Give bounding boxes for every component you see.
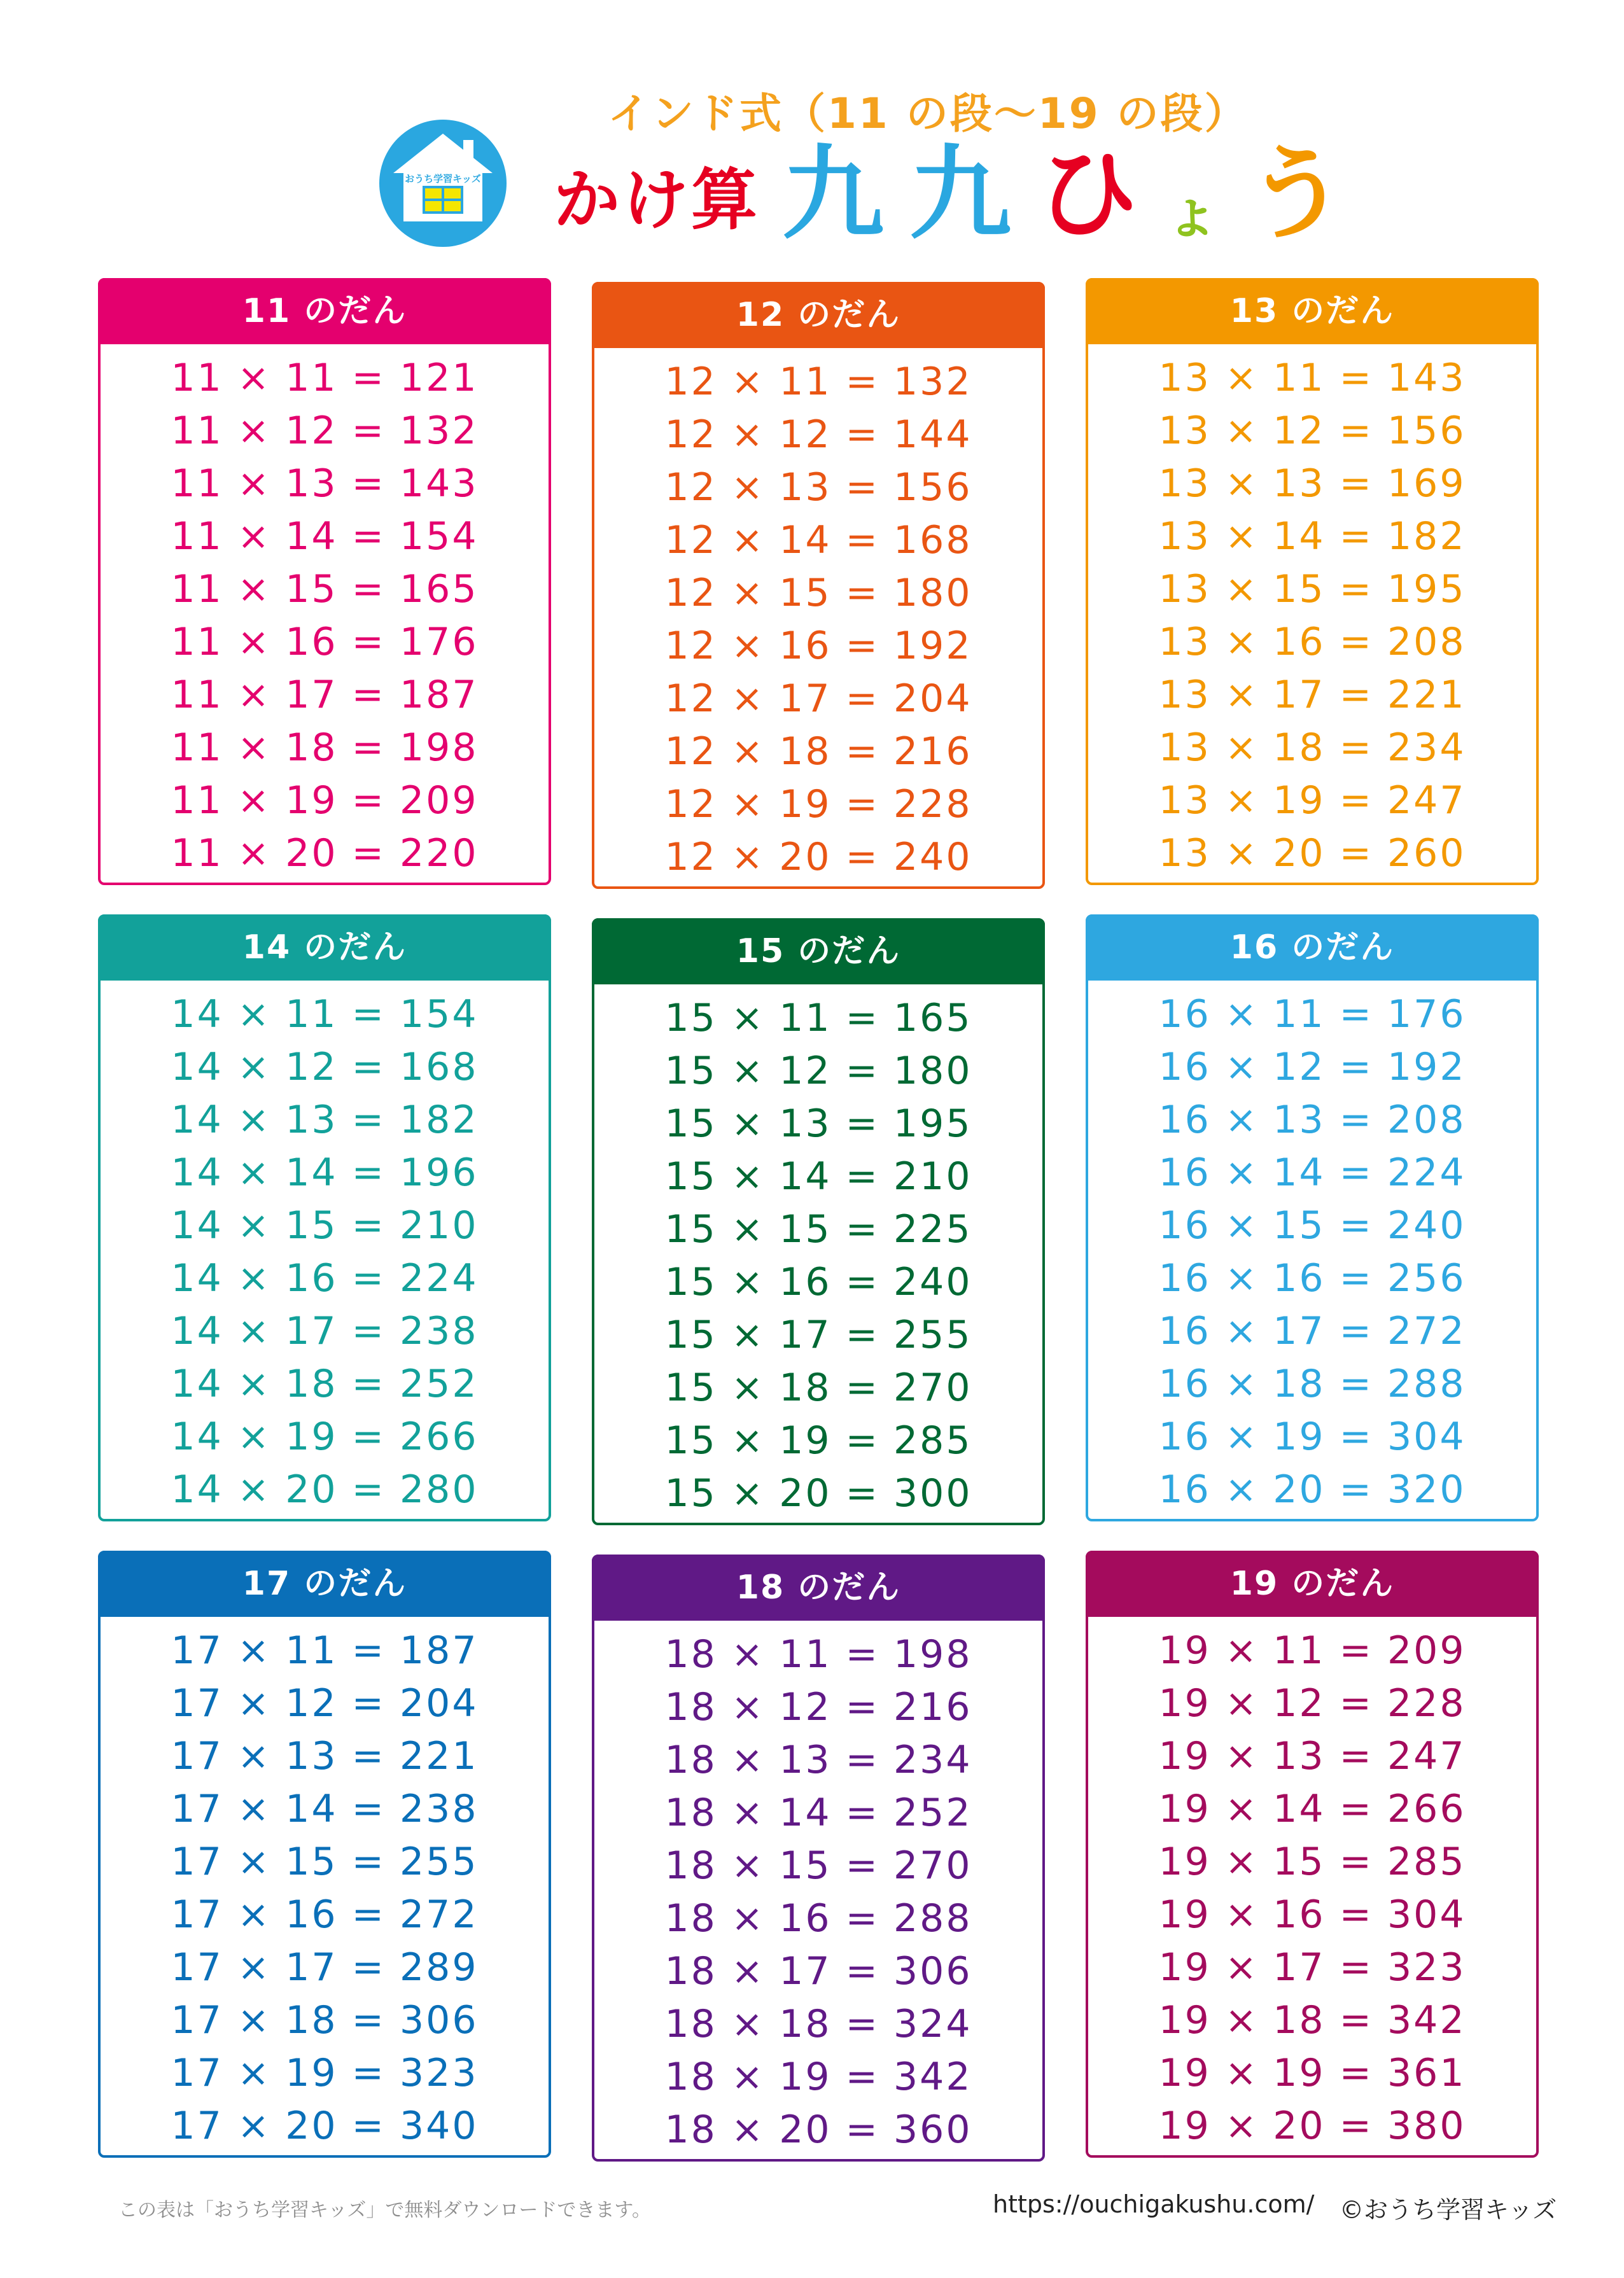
equation-row: 16 × 11 = 176 (1158, 992, 1466, 1037)
table-header: 13 のだん (1086, 278, 1539, 344)
title-char: 九 (782, 134, 885, 253)
equation-row: 13 × 17 = 221 (1158, 673, 1466, 717)
equation-row: 11 × 11 = 121 (171, 356, 479, 400)
table-rows (594, 1628, 1042, 2156)
equation-row: 15 × 16 = 240 (664, 1260, 972, 1304)
title-colored-chars (782, 134, 1373, 253)
equation-row: 19 × 12 = 228 (1158, 1681, 1466, 1726)
equation-row: 18 × 14 = 252 (664, 1791, 972, 1835)
equation-row: 18 × 17 = 306 (664, 1949, 972, 1994)
equation-row: 13 × 18 = 234 (1158, 725, 1466, 770)
equation-row: 17 × 13 = 221 (171, 1734, 479, 1778)
equation-row: 14 × 14 = 196 (171, 1150, 479, 1195)
equation-row: 13 × 15 = 195 (1158, 567, 1466, 611)
times-table-card (592, 918, 1045, 1525)
times-table-card (1086, 914, 1539, 1521)
times-table-card (98, 278, 551, 885)
times-table-card (98, 1551, 551, 2158)
equation-row: 14 × 15 = 210 (171, 1203, 479, 1248)
footer-url[interactable]: https://ouchigakushu.com/ (993, 2190, 1315, 2218)
equation-row: 13 × 12 = 156 (1158, 409, 1466, 453)
equation-row: 11 × 18 = 198 (171, 725, 479, 770)
equation-row: 18 × 18 = 324 (664, 2002, 972, 2046)
equation-row: 13 × 20 = 260 (1158, 831, 1466, 876)
equation-row: 14 × 17 = 238 (171, 1309, 479, 1353)
table-header: 12 のだん (592, 282, 1045, 348)
equation-row: 16 × 13 = 208 (1158, 1098, 1466, 1142)
equation-row: 15 × 14 = 210 (664, 1154, 972, 1199)
equation-row: 13 × 19 = 247 (1158, 778, 1466, 823)
title-char: う (1245, 134, 1348, 253)
times-table-card (592, 282, 1045, 889)
equation-row: 19 × 20 = 380 (1158, 2104, 1466, 2148)
table-rows (594, 356, 1042, 884)
equation-row: 15 × 11 = 165 (664, 996, 972, 1040)
logo-text: おうち学習キッズ (405, 173, 481, 185)
equation-row: 11 × 17 = 187 (171, 673, 479, 717)
equation-row: 14 × 12 = 168 (171, 1045, 479, 1089)
table-header: 11 のだん (98, 278, 551, 344)
equation-row: 11 × 13 = 143 (171, 461, 479, 506)
equation-row: 14 × 20 = 280 (171, 1467, 479, 1512)
equation-row: 16 × 16 = 256 (1158, 1256, 1466, 1301)
equation-row: 19 × 14 = 266 (1158, 1787, 1466, 1831)
equation-row: 17 × 12 = 204 (171, 1681, 479, 1726)
equation-row: 14 × 16 = 224 (171, 1256, 479, 1301)
table-header: 14 のだん (98, 914, 551, 981)
equation-row: 11 × 19 = 209 (171, 778, 479, 823)
equation-row: 12 × 16 = 192 (664, 624, 972, 668)
equation-row: 12 × 14 = 168 (664, 518, 972, 563)
title-char: ょ (1164, 180, 1221, 246)
table-rows (1088, 352, 1536, 880)
title-char: ひ (1037, 134, 1139, 253)
equation-row: 18 × 16 = 288 (664, 1896, 972, 1941)
equation-row: 15 × 13 = 195 (664, 1101, 972, 1146)
table-rows (101, 988, 549, 1516)
equation-row: 14 × 13 = 182 (171, 1098, 479, 1142)
title-char: 九 (909, 134, 1012, 253)
times-table-card (98, 914, 551, 1521)
table-header: 17 のだん (98, 1551, 551, 1617)
equation-row: 16 × 15 = 240 (1158, 1203, 1466, 1248)
equation-row: 17 × 16 = 272 (171, 1892, 479, 1937)
equation-row: 15 × 18 = 270 (664, 1366, 972, 1410)
equation-row: 19 × 16 = 304 (1158, 1892, 1466, 1937)
equation-row: 16 × 14 = 224 (1158, 1150, 1466, 1195)
equation-row: 16 × 20 = 320 (1158, 1467, 1466, 1512)
equation-row: 16 × 17 = 272 (1158, 1309, 1466, 1353)
equation-row: 18 × 15 = 270 (664, 1843, 972, 1888)
site-logo (379, 120, 507, 247)
equation-row: 11 × 16 = 176 (171, 620, 479, 664)
equation-row: 16 × 19 = 304 (1158, 1415, 1466, 1459)
equation-row: 13 × 14 = 182 (1158, 514, 1466, 559)
equation-row: 18 × 11 = 198 (664, 1632, 972, 1677)
equation-row: 17 × 18 = 306 (171, 1998, 479, 2043)
equation-row: 16 × 18 = 288 (1158, 1362, 1466, 1406)
equation-row: 14 × 11 = 154 (171, 992, 479, 1037)
title-text: かけ算 (554, 161, 760, 239)
table-rows (1088, 1625, 1536, 2153)
equation-row: 17 × 14 = 238 (171, 1787, 479, 1831)
equation-row: 19 × 11 = 209 (1158, 1628, 1466, 1673)
equation-row: 12 × 19 = 228 (664, 782, 972, 827)
page-title (554, 134, 1373, 253)
table-rows (101, 352, 549, 880)
equation-row: 12 × 11 = 132 (664, 360, 972, 404)
equation-row: 15 × 17 = 255 (664, 1313, 972, 1357)
table-rows (1088, 988, 1536, 1516)
table-header: 15 のだん (592, 918, 1045, 984)
equation-row: 12 × 17 = 204 (664, 676, 972, 721)
equation-row: 15 × 15 = 225 (664, 1207, 972, 1252)
equation-row: 14 × 19 = 266 (171, 1415, 479, 1459)
equation-row: 15 × 19 = 285 (664, 1418, 972, 1463)
equation-row: 11 × 20 = 220 (171, 831, 479, 876)
equation-row: 17 × 19 = 323 (171, 2051, 479, 2095)
equation-row: 19 × 13 = 247 (1158, 1734, 1466, 1778)
equation-row: 15 × 20 = 300 (664, 1471, 972, 1516)
times-table-card (1086, 278, 1539, 885)
page-subtitle: インド式（11 の段〜19 の段） (608, 89, 1249, 138)
equation-row: 11 × 12 = 132 (171, 409, 479, 453)
equation-row: 12 × 15 = 180 (664, 571, 972, 615)
times-table-card (1086, 1551, 1539, 2158)
equation-row: 11 × 14 = 154 (171, 514, 479, 559)
equation-row: 16 × 12 = 192 (1158, 1045, 1466, 1089)
times-table-card (592, 1555, 1045, 2162)
table-header: 18 のだん (592, 1555, 1045, 1621)
equation-row: 17 × 20 = 340 (171, 2104, 479, 2148)
equation-row: 19 × 15 = 285 (1158, 1840, 1466, 1884)
equation-row: 18 × 13 = 234 (664, 1738, 972, 1782)
equation-row: 12 × 20 = 240 (664, 835, 972, 879)
table-header: 16 のだん (1086, 914, 1539, 981)
equation-row: 14 × 18 = 252 (171, 1362, 479, 1406)
equation-row: 17 × 11 = 187 (171, 1628, 479, 1673)
equation-row: 11 × 15 = 165 (171, 567, 479, 611)
table-rows (101, 1625, 549, 2153)
equation-row: 18 × 20 = 360 (664, 2107, 972, 2152)
equation-row: 19 × 19 = 361 (1158, 2051, 1466, 2095)
equation-row: 13 × 11 = 143 (1158, 356, 1466, 400)
equation-row: 13 × 13 = 169 (1158, 461, 1466, 506)
equation-row: 19 × 18 = 342 (1158, 1998, 1466, 2043)
equation-row: 17 × 15 = 255 (171, 1840, 479, 1884)
equation-row: 18 × 19 = 342 (664, 2055, 972, 2099)
equation-row: 12 × 18 = 216 (664, 729, 972, 774)
footer-note: この表は「おうち学習キッズ」で無料ダウンロードできます。 (118, 2199, 651, 2221)
equation-row: 12 × 12 = 144 (664, 412, 972, 457)
equation-row: 13 × 16 = 208 (1158, 620, 1466, 664)
table-rows (594, 992, 1042, 1520)
equation-row: 18 × 12 = 216 (664, 1685, 972, 1729)
footer-copyright: ©おうち学習キッズ (1340, 2196, 1557, 2224)
equation-row: 15 × 12 = 180 (664, 1049, 972, 1093)
table-header: 19 のだん (1086, 1551, 1539, 1617)
equation-row: 17 × 17 = 289 (171, 1945, 479, 1990)
equation-row: 12 × 13 = 156 (664, 465, 972, 510)
equation-row: 19 × 17 = 323 (1158, 1945, 1466, 1990)
